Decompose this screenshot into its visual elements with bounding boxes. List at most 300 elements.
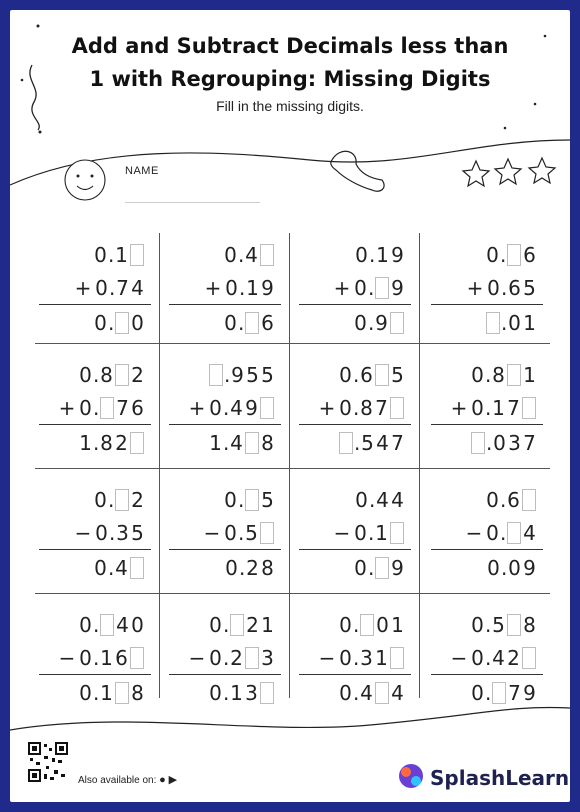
operator-sign: −	[333, 521, 351, 545]
sum-line	[39, 549, 151, 550]
digit: .	[224, 363, 231, 387]
digit: .	[223, 396, 230, 420]
digit: 9	[261, 276, 274, 300]
digit: 7	[116, 276, 129, 300]
digit: .	[485, 646, 492, 670]
digit: .	[223, 646, 230, 670]
digit: 0	[209, 396, 222, 420]
digit: 8	[492, 363, 505, 387]
digit: 0	[355, 488, 368, 512]
top-number	[338, 360, 405, 390]
digit: 0	[486, 521, 499, 545]
availability-text: Also available on: ● ▶	[78, 774, 178, 786]
operator-sign: +	[58, 396, 76, 420]
digit: 9	[391, 556, 404, 580]
top-number	[78, 610, 145, 640]
digit: 0	[95, 521, 108, 545]
operator-sign: −	[203, 521, 221, 545]
digit: 0	[79, 681, 92, 705]
digit: .	[93, 431, 100, 455]
operator-sign: +	[450, 396, 468, 420]
digit: 2	[507, 646, 520, 670]
problem-cell	[35, 360, 145, 480]
missing-digit-box[interactable]	[230, 614, 244, 636]
result-number	[486, 553, 537, 583]
digit: 0	[376, 613, 389, 637]
top-number	[208, 610, 275, 640]
digit: 1	[391, 613, 404, 637]
digit: 1	[261, 613, 274, 637]
top-number	[354, 240, 405, 270]
splashlearn-logo-icon	[397, 762, 425, 790]
missing-digit-box[interactable]	[390, 312, 404, 334]
problem-grid	[35, 228, 550, 705]
digit: 0	[493, 431, 506, 455]
operator-sign: +	[318, 396, 336, 420]
digit: .	[485, 613, 492, 637]
result-number	[223, 308, 275, 338]
problem-cell	[165, 360, 275, 480]
digit: 8	[523, 613, 536, 637]
digit: 2	[131, 363, 144, 387]
digit: 4	[360, 681, 373, 705]
digit: 0	[508, 556, 521, 580]
digit: .	[353, 613, 360, 637]
digit: .	[238, 521, 245, 545]
digit: 0	[339, 646, 352, 670]
digit: .	[108, 311, 115, 335]
digit: 4	[391, 681, 404, 705]
apple-icon[interactable]: ●	[159, 774, 166, 786]
digit: 0	[471, 646, 484, 670]
result-number	[224, 553, 275, 583]
top-number	[93, 240, 145, 270]
digit: 4	[116, 613, 129, 637]
digit: 7	[507, 396, 520, 420]
result-number	[353, 308, 405, 338]
digit: 0	[354, 521, 367, 545]
digit: 7	[375, 396, 388, 420]
missing-digit-box[interactable]	[115, 364, 129, 386]
digit: 0	[339, 396, 352, 420]
missing-digit-box[interactable]	[507, 364, 521, 386]
digit: 0	[471, 396, 484, 420]
digit: 0	[94, 243, 107, 267]
sum-line	[299, 674, 411, 675]
digit: 0	[94, 556, 107, 580]
missing-digit-box[interactable]	[130, 647, 144, 669]
operator-sign: −	[188, 646, 206, 670]
result-number	[353, 553, 405, 583]
problem-cell	[427, 240, 537, 360]
digit: 2	[246, 613, 259, 637]
top-number	[485, 240, 537, 270]
worksheet-title: Add and Subtract Decimals less than 1 with Regrouping: Missing Digits	[71, 34, 509, 91]
digit: 6	[115, 646, 128, 670]
digit: .	[238, 243, 245, 267]
bottom-number	[72, 518, 145, 548]
missing-digit-box[interactable]	[360, 614, 374, 636]
bottom-number	[463, 518, 537, 548]
name-field[interactable]	[125, 202, 260, 203]
digit: 1	[100, 681, 113, 705]
missing-digit-box[interactable]	[209, 364, 223, 386]
digit: 7	[116, 396, 129, 420]
digit: 8	[100, 363, 113, 387]
digit: 1	[246, 276, 259, 300]
digit: 0	[339, 681, 352, 705]
sum-line	[169, 549, 281, 550]
digit: 0	[79, 396, 92, 420]
digit: .	[501, 311, 508, 335]
digit: 0	[224, 488, 237, 512]
sum-line	[169, 674, 281, 675]
digit: .	[369, 243, 376, 267]
digit: 0	[486, 488, 499, 512]
digit: .	[485, 396, 492, 420]
brand-name: SplashLearn	[430, 766, 570, 790]
digit: 3	[116, 521, 129, 545]
missing-digit-box[interactable]	[522, 397, 536, 419]
top-number	[78, 360, 145, 390]
digit: 9	[231, 363, 244, 387]
digit: 3	[360, 646, 373, 670]
top-number	[354, 485, 405, 515]
digit: 9	[523, 556, 536, 580]
digit: .	[223, 613, 230, 637]
digit: .	[501, 276, 508, 300]
operator-sign: +	[74, 276, 92, 300]
top-number	[223, 485, 275, 515]
sum-line	[299, 304, 411, 305]
digit: .	[500, 521, 507, 545]
digit: 5	[391, 363, 404, 387]
bottom-number	[448, 393, 537, 423]
digit: 5	[246, 363, 259, 387]
digit: 0	[131, 311, 144, 335]
digit: 6	[360, 363, 373, 387]
bottom-number	[331, 273, 405, 303]
digit: .	[369, 488, 376, 512]
digit: .	[223, 681, 230, 705]
digit: 1	[375, 521, 388, 545]
digit: 0	[209, 646, 222, 670]
digit: 0	[131, 613, 144, 637]
top-number	[223, 240, 275, 270]
digit: 5	[245, 521, 258, 545]
missing-digit-box[interactable]	[390, 647, 404, 669]
sum-line	[299, 424, 411, 425]
missing-digit-box[interactable]	[245, 647, 259, 669]
operator-sign: −	[74, 521, 92, 545]
sum-line	[169, 304, 281, 305]
missing-digit-box[interactable]	[471, 432, 485, 454]
missing-digit-box[interactable]	[522, 489, 536, 511]
digit: 4	[230, 396, 243, 420]
digit: .	[93, 396, 100, 420]
digit: 5	[131, 521, 144, 545]
missing-digit-box[interactable]	[375, 364, 389, 386]
digit: 1	[523, 311, 536, 335]
digit: 4	[523, 521, 536, 545]
missing-digit-box[interactable]	[245, 489, 259, 511]
digit: .	[485, 681, 492, 705]
worksheet-page	[10, 10, 570, 802]
top-number	[338, 610, 405, 640]
digit: 8	[360, 396, 373, 420]
digit: .	[353, 396, 360, 420]
digit: 4	[131, 276, 144, 300]
result-number	[78, 428, 145, 458]
missing-digit-box[interactable]	[130, 432, 144, 454]
digit: 3	[261, 646, 274, 670]
digit: .	[368, 276, 375, 300]
digit: 8	[131, 681, 144, 705]
digit: 0	[209, 681, 222, 705]
digit: .	[368, 521, 375, 545]
digit: 0	[95, 276, 108, 300]
bottom-number	[316, 643, 405, 673]
digit: .	[239, 276, 246, 300]
digit: 1	[230, 681, 243, 705]
digit: .	[108, 556, 115, 580]
missing-digit-box[interactable]	[375, 557, 389, 579]
missing-digit-box[interactable]	[507, 522, 521, 544]
digit: 0	[225, 276, 238, 300]
digit: 3	[508, 431, 521, 455]
digit: 4	[492, 646, 505, 670]
result-number	[338, 428, 405, 458]
operator-sign: −	[450, 646, 468, 670]
top-number	[470, 610, 537, 640]
problem-cell	[35, 240, 145, 360]
digit: 9	[523, 681, 536, 705]
bottom-number	[186, 643, 275, 673]
digit: .	[500, 488, 507, 512]
digit: 8	[261, 431, 274, 455]
digit: .	[109, 276, 116, 300]
problem-cell	[427, 360, 537, 480]
digit: 0	[354, 311, 367, 335]
digit: .	[239, 556, 246, 580]
play-store-icon[interactable]: ▶	[168, 774, 178, 786]
digit: 0	[94, 311, 107, 335]
result-number	[485, 308, 537, 338]
digit: .	[486, 431, 493, 455]
digit: 1	[492, 396, 505, 420]
star-icon	[463, 161, 489, 186]
digit: .	[223, 431, 230, 455]
digit: .	[354, 431, 361, 455]
name-label: NAME	[125, 165, 159, 177]
problem-cell	[295, 485, 405, 605]
instruction-text: Fill in the missing digits.	[216, 98, 364, 114]
digit: 6	[508, 276, 521, 300]
digit: 2	[115, 431, 128, 455]
digit: 0	[471, 363, 484, 387]
digit: 0	[471, 613, 484, 637]
digit: 1	[79, 431, 92, 455]
digit: 8	[100, 431, 113, 455]
digit: 9	[391, 243, 404, 267]
digit: 5	[492, 613, 505, 637]
problem-cell	[427, 485, 537, 605]
digit: 4	[391, 488, 404, 512]
digit: 6	[523, 243, 536, 267]
digit: 0	[354, 556, 367, 580]
qr-code-icon	[28, 742, 68, 782]
digit: 5	[523, 276, 536, 300]
missing-digit-box[interactable]	[390, 397, 404, 419]
digit: 5	[261, 363, 274, 387]
missing-digit-box[interactable]	[522, 647, 536, 669]
star-icon	[495, 159, 521, 184]
missing-digit-box[interactable]	[375, 277, 389, 299]
digit: 0	[94, 488, 107, 512]
digit: 0	[79, 646, 92, 670]
problem-cell	[295, 240, 405, 360]
digit: 0	[339, 613, 352, 637]
missing-digit-box[interactable]	[260, 522, 274, 544]
digit: 1	[209, 431, 222, 455]
digit: 0	[224, 243, 237, 267]
missing-digit-box[interactable]	[486, 312, 500, 334]
problem-cell	[295, 360, 405, 480]
operator-sign: +	[466, 276, 484, 300]
operator-sign: +	[188, 396, 206, 420]
digit: 1	[100, 646, 113, 670]
digit: 9	[375, 311, 388, 335]
bottom-number	[186, 393, 275, 423]
digit: 0	[355, 243, 368, 267]
result-number	[208, 428, 275, 458]
digit: 0	[224, 521, 237, 545]
sum-line	[431, 674, 543, 675]
digit: 0	[209, 613, 222, 637]
operator-sign: +	[204, 276, 222, 300]
digit: 7	[523, 431, 536, 455]
missing-digit-box[interactable]	[260, 397, 274, 419]
digit: 4	[376, 431, 389, 455]
bottom-number	[56, 393, 145, 423]
operator-sign: −	[465, 521, 483, 545]
digit: 0	[487, 556, 500, 580]
operator-sign: −	[318, 646, 336, 670]
sum-line	[299, 549, 411, 550]
star-icon	[529, 158, 555, 183]
missing-digit-box[interactable]	[260, 244, 274, 266]
footer-wave	[10, 700, 570, 760]
digit: 6	[507, 488, 520, 512]
missing-digit-box[interactable]	[100, 397, 114, 419]
digit: .	[238, 311, 245, 335]
sum-line	[169, 424, 281, 425]
missing-digit-box[interactable]	[339, 432, 353, 454]
digit: 1	[375, 646, 388, 670]
bottom-number	[316, 393, 405, 423]
digit: 0	[508, 311, 521, 335]
digit: .	[485, 363, 492, 387]
bottom-number	[56, 643, 145, 673]
result-number	[470, 428, 537, 458]
digit: 2	[230, 646, 243, 670]
missing-digit-box[interactable]	[115, 312, 129, 334]
digit: .	[353, 646, 360, 670]
digit: 0	[486, 243, 499, 267]
bottom-number	[72, 273, 145, 303]
result-number	[93, 308, 145, 338]
missing-digit-box[interactable]	[507, 614, 521, 636]
digit: 0	[225, 556, 238, 580]
missing-digit-box[interactable]	[130, 557, 144, 579]
problem-cell	[165, 485, 275, 605]
digit: .	[238, 488, 245, 512]
digit: .	[500, 243, 507, 267]
top-number	[93, 485, 145, 515]
digit: 9	[391, 276, 404, 300]
top-number	[485, 485, 537, 515]
digit: 4	[245, 243, 258, 267]
digit: .	[109, 521, 116, 545]
digit: 0	[79, 613, 92, 637]
missing-digit-box[interactable]	[507, 244, 521, 266]
digit: 2	[246, 556, 259, 580]
bottom-number	[202, 273, 275, 303]
digit: 9	[245, 396, 258, 420]
problem-cell	[165, 240, 275, 360]
missing-digit-box[interactable]	[390, 522, 404, 544]
bottom-number	[448, 643, 537, 673]
bottom-number	[331, 518, 405, 548]
digit: 0	[487, 276, 500, 300]
top-number	[470, 360, 537, 390]
digit: 1	[523, 363, 536, 387]
digit: .	[93, 613, 100, 637]
digit: 7	[391, 431, 404, 455]
missing-digit-box[interactable]	[130, 244, 144, 266]
operator-sign: −	[58, 646, 76, 670]
sum-line	[431, 304, 543, 305]
missing-digit-box[interactable]	[245, 312, 259, 334]
missing-digit-box[interactable]	[115, 489, 129, 511]
digit: 2	[131, 488, 144, 512]
digit: .	[108, 243, 115, 267]
sum-line	[39, 424, 151, 425]
sum-line	[39, 304, 151, 305]
result-number	[93, 553, 145, 583]
digit: .	[368, 311, 375, 335]
bottom-number	[464, 273, 537, 303]
digit: .	[368, 556, 375, 580]
digit: 1	[115, 243, 128, 267]
digit: 0	[224, 311, 237, 335]
digit: 0	[354, 276, 367, 300]
digit: 4	[376, 488, 389, 512]
missing-digit-box[interactable]	[245, 432, 259, 454]
digit: 5	[361, 431, 374, 455]
digit: 0	[471, 681, 484, 705]
digit: 4	[115, 556, 128, 580]
digit: 5	[261, 488, 274, 512]
digit: .	[353, 681, 360, 705]
digit: 3	[245, 681, 258, 705]
missing-digit-box[interactable]	[100, 614, 114, 636]
digit: 7	[508, 681, 521, 705]
digit: .	[93, 363, 100, 387]
sum-line	[39, 674, 151, 675]
digit: .	[353, 363, 360, 387]
top-number	[208, 360, 275, 390]
